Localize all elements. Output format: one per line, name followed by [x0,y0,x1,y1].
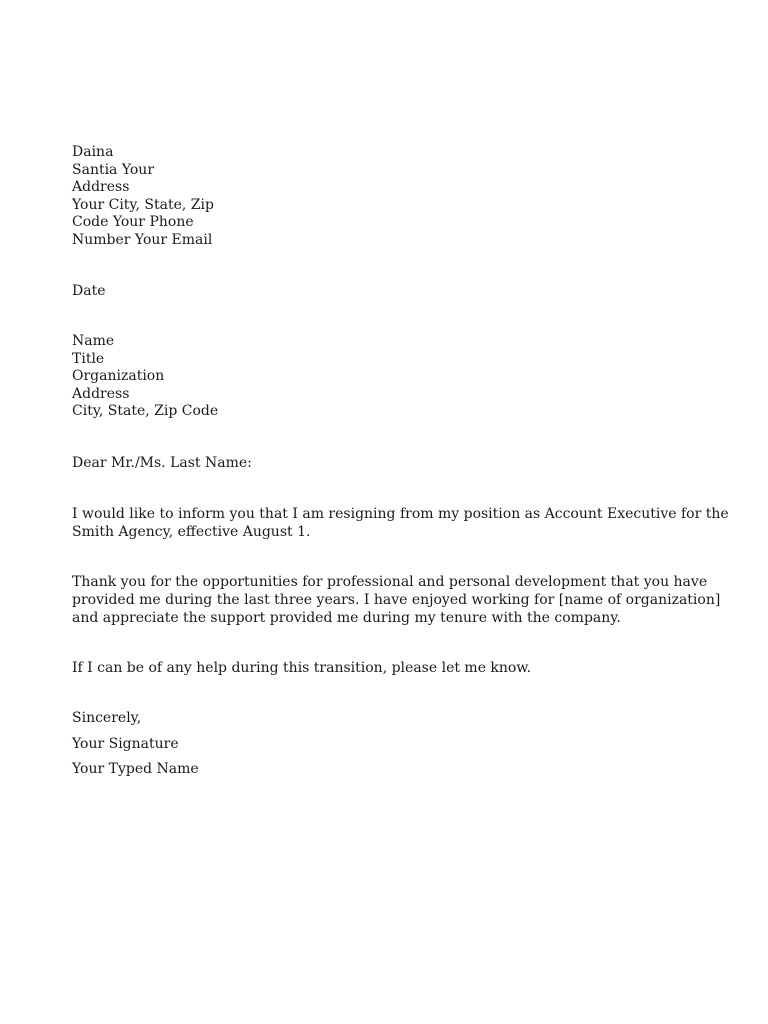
closing: Sincerely, [72,710,142,726]
paragraph-line: Thank you for the opportunities for professional and personal development that you have [72,574,708,590]
sender-address-block [72,144,214,250]
recipient-line: Organization [72,368,165,385]
sender-line: Your City, State, Zip [72,196,214,213]
salutation: Dear Mr./Ms. Last Name: [72,455,252,471]
typed-name: Your Typed Name [72,761,199,777]
recipient-line: Address [72,385,130,402]
sender-line: Code Your Phone [72,214,194,231]
sender-line: Address [72,179,130,196]
recipient-line: City, State, Zip Code [72,403,219,420]
paragraph-line: I would like to inform you that I am resigning from my position as Account Executive for the [72,506,729,522]
paragraph-line: If I can be of any help during this transition, please let me know. [72,660,532,676]
body-paragraph-3 [72,660,531,678]
sender-line: Number Your Email [72,231,213,248]
recipient-address-block [72,333,218,421]
letter-date: Date [72,283,106,299]
paragraph-line: Smith Agency, effective August 1. [72,523,311,540]
sender-line: Daina [72,144,114,160]
body-paragraph-1 [72,506,729,542]
paragraph-line: and appreciate the support provided me during my tenure with the company. [72,609,621,626]
recipient-line: Name [72,333,115,349]
sender-line: Santia Your [72,161,155,178]
recipient-line: Title [72,350,105,367]
body-paragraph-2 [72,574,720,627]
paragraph-line: provided me during the last three years. I have enjoyed working for [name of organization] [72,591,721,608]
signature: Your Signature [72,736,179,752]
